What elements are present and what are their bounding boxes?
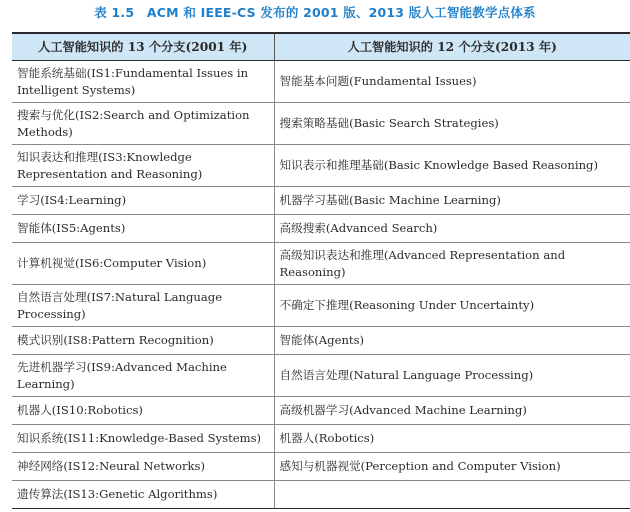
cell-2013: 智能基本问题(Fundamental Issues) (274, 61, 630, 103)
cell-2013: 高级搜索(Advanced Search) (274, 215, 630, 243)
cell-2001: 机器人(IS10:Robotics) (12, 397, 274, 425)
cell-2013: 高级知识表达和推理(Advanced Representation and Reasoning) (274, 243, 630, 285)
table-header-row (12, 33, 630, 61)
cell-2013: 感知与机器视觉(Perception and Computer Vision) (274, 453, 630, 481)
cell-2001: 遗传算法(IS13:Genetic Algorithms) (12, 481, 274, 509)
table-row (12, 243, 630, 285)
cell-2013 (274, 481, 630, 509)
table-row (12, 397, 630, 425)
table-row (12, 187, 630, 215)
cell-2013: 不确定下推理(Reasoning Under Uncertainty) (274, 285, 630, 327)
table-row (12, 103, 630, 145)
table-row (12, 61, 630, 103)
cell-2013: 知识表示和推理基础(Basic Knowledge Based Reasoning) (274, 145, 630, 187)
table-row (12, 453, 630, 481)
cell-2013: 机器学习基础(Basic Machine Learning) (274, 187, 630, 215)
table-row (12, 425, 630, 453)
table-row (12, 285, 630, 327)
cell-2001: 学习(IS4:Learning) (12, 187, 274, 215)
table-row (12, 481, 630, 509)
cell-2001: 神经网络(IS12:Neural Networks) (12, 453, 274, 481)
cell-2013: 搜索策略基础(Basic Search Strategies) (274, 103, 630, 145)
cell-2001: 智能体(IS5:Agents) (12, 215, 274, 243)
cell-2013: 自然语言处理(Natural Language Processing) (274, 355, 630, 397)
table-caption: 表 1.5 ACM 和 IEEE-CS 发布的 2001 版、2013 版人工智能教学点体系 (94, 5, 536, 20)
cell-2013: 机器人(Robotics) (274, 425, 630, 453)
table-row (12, 215, 630, 243)
cell-2013: 高级机器学习(Advanced Machine Learning) (274, 397, 630, 425)
cell-2001: 先进机器学习(IS9:Advanced Machine Learning) (12, 355, 274, 397)
cell-2001: 智能系统基础(IS1:Fundamental Issues in Intelligent Systems) (12, 61, 274, 103)
ai-knowledge-table (12, 32, 630, 509)
table-row (12, 355, 630, 397)
table-row (12, 327, 630, 355)
cell-2001: 计算机视觉(IS6:Computer Vision) (12, 243, 274, 285)
header-2013: 人工智能知识的 12 个分支(2013 年) (274, 33, 630, 61)
cell-2001: 模式识别(IS8:Pattern Recognition) (12, 327, 274, 355)
cell-2001: 知识系统(IS11:Knowledge-Based Systems) (12, 425, 274, 453)
cell-2013: 智能体(Agents) (274, 327, 630, 355)
header-2001: 人工智能知识的 13 个分支(2001 年) (12, 33, 274, 61)
cell-2001: 自然语言处理(IS7:Natural Language Processing) (12, 285, 274, 327)
cell-2001: 搜索与优化(IS2:Search and Optimization Methods) (12, 103, 274, 145)
table-row (12, 145, 630, 187)
cell-2001: 知识表达和推理(IS3:Knowledge Representation and Reasoning) (12, 145, 274, 187)
